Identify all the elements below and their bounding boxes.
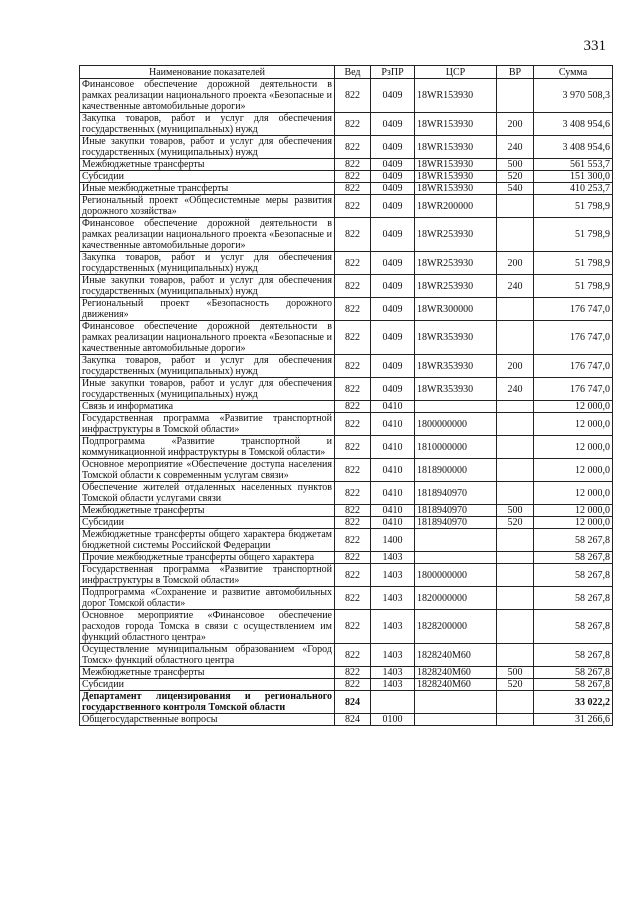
- table-row: [80, 355, 613, 378]
- cell-ved: 822: [335, 298, 371, 321]
- cell-sum: 176 747,0: [534, 321, 613, 355]
- cell-ved: 822: [335, 517, 371, 529]
- cell-csr: 1818940970: [415, 505, 497, 517]
- table-row: [80, 505, 613, 517]
- cell-name: Субсидии: [80, 517, 335, 529]
- cell-ved: 822: [335, 321, 371, 355]
- cell-name: Обеспечение жителей отдаленных населенных пунктов Томской области услугами связи: [80, 482, 335, 505]
- cell-sum: 3 408 954,6: [534, 136, 613, 159]
- cell-ved: 822: [335, 252, 371, 275]
- cell-vr: 520: [497, 171, 534, 183]
- cell-vr: [497, 529, 534, 552]
- cell-csr: 18WR153930: [415, 171, 497, 183]
- cell-ved: 822: [335, 275, 371, 298]
- cell-csr: 18WR253930: [415, 218, 497, 252]
- cell-csr: 18WR253930: [415, 275, 497, 298]
- cell-rzpr: 1403: [371, 679, 415, 691]
- cell-csr: 1828200000: [415, 610, 497, 644]
- cell-vr: [497, 587, 534, 610]
- cell-ved: 822: [335, 679, 371, 691]
- cell-vr: [497, 644, 534, 667]
- cell-rzpr: 0409: [371, 159, 415, 171]
- cell-rzpr: 0100: [371, 714, 415, 726]
- cell-name: Департамент лицензирования и регионального государственного контроля Томской области: [80, 691, 335, 714]
- cell-name: Подпрограмма «Развитие транспортной и коммуникационной инфраструктуры в Томской области»: [80, 436, 335, 459]
- cell-ved: 822: [335, 413, 371, 436]
- cell-ved: 824: [335, 714, 371, 726]
- cell-ved: 822: [335, 667, 371, 679]
- cell-ved: 822: [335, 401, 371, 413]
- cell-vr: 540: [497, 183, 534, 195]
- table-row: [80, 378, 613, 401]
- table-row: [80, 136, 613, 159]
- cell-csr: [415, 552, 497, 564]
- cell-sum: 58 267,8: [534, 610, 613, 644]
- table-row: [80, 587, 613, 610]
- column-header-rzpr: РзПР: [371, 66, 415, 79]
- cell-csr: [415, 401, 497, 413]
- cell-sum: 176 747,0: [534, 298, 613, 321]
- cell-ved: 822: [335, 113, 371, 136]
- cell-rzpr: 0409: [371, 355, 415, 378]
- cell-name: Подпрограмма «Сохранение и развитие автомобильных дорог Томской области»: [80, 587, 335, 610]
- cell-name: Финансовое обеспечение дорожной деятельности в рамках реализации национального проекта «Безопасные и качественные автомобильные дороги»: [80, 218, 335, 252]
- cell-name: Финансовое обеспечение дорожной деятельности в рамках реализации национального проекта «Безопасные и качественные автомобильные дороги»: [80, 321, 335, 355]
- cell-sum: 58 267,8: [534, 679, 613, 691]
- cell-vr: [497, 436, 534, 459]
- cell-vr: [497, 552, 534, 564]
- table-row: [80, 552, 613, 564]
- table-row: [80, 218, 613, 252]
- cell-sum: 12 000,0: [534, 482, 613, 505]
- cell-ved: 822: [335, 159, 371, 171]
- cell-csr: 18WR153930: [415, 159, 497, 171]
- cell-sum: 51 798,9: [534, 252, 613, 275]
- cell-vr: [497, 459, 534, 482]
- cell-sum: 176 747,0: [534, 378, 613, 401]
- cell-csr: 1828240М60: [415, 679, 497, 691]
- cell-csr: 1820000000: [415, 587, 497, 610]
- table-row: [80, 667, 613, 679]
- cell-csr: 1828240М60: [415, 644, 497, 667]
- cell-csr: 1818940970: [415, 517, 497, 529]
- cell-name: Иные межбюджетные трансферты: [80, 183, 335, 195]
- budget-table: [79, 65, 613, 726]
- cell-ved: 822: [335, 587, 371, 610]
- cell-name: Межбюджетные трансферты: [80, 667, 335, 679]
- cell-rzpr: 0410: [371, 517, 415, 529]
- cell-csr: [415, 529, 497, 552]
- cell-vr: [497, 321, 534, 355]
- cell-rzpr: 0409: [371, 378, 415, 401]
- cell-vr: 240: [497, 275, 534, 298]
- cell-name: Закупка товаров, работ и услуг для обеспечения государственных (муниципальных) нужд: [80, 113, 335, 136]
- cell-ved: 822: [335, 644, 371, 667]
- cell-sum: 12 000,0: [534, 413, 613, 436]
- cell-name: Региональный проект «Безопасность дорожного движения»: [80, 298, 335, 321]
- cell-vr: [497, 564, 534, 587]
- cell-csr: [415, 714, 497, 726]
- table-header-row: [80, 66, 613, 79]
- page-number: 331: [583, 38, 606, 54]
- table-row: [80, 482, 613, 505]
- cell-rzpr: 0409: [371, 195, 415, 218]
- column-header-sum: Сумма: [534, 66, 613, 79]
- cell-ved: 822: [335, 482, 371, 505]
- cell-csr: 1800000000: [415, 413, 497, 436]
- cell-ved: 822: [335, 136, 371, 159]
- cell-name: Прочие межбюджетные трансферты общего характера: [80, 552, 335, 564]
- cell-name: Субсидии: [80, 171, 335, 183]
- table-row: [80, 252, 613, 275]
- cell-rzpr: 0409: [371, 252, 415, 275]
- cell-rzpr: 0409: [371, 183, 415, 195]
- table-row: [80, 679, 613, 691]
- cell-vr: [497, 482, 534, 505]
- table-row: [80, 159, 613, 171]
- cell-name: Субсидии: [80, 679, 335, 691]
- cell-name: Связь и информатика: [80, 401, 335, 413]
- cell-vr: [497, 218, 534, 252]
- column-header-name: Наименование показателей: [80, 66, 335, 79]
- cell-csr: 18WR253930: [415, 252, 497, 275]
- cell-sum: 58 267,8: [534, 564, 613, 587]
- cell-vr: 500: [497, 667, 534, 679]
- cell-vr: [497, 413, 534, 436]
- table-row: [80, 517, 613, 529]
- cell-sum: 12 000,0: [534, 436, 613, 459]
- cell-rzpr: 0409: [371, 218, 415, 252]
- cell-name: Межбюджетные трансферты общего характера бюджетам бюджетной системы Российской Федерации: [80, 529, 335, 552]
- cell-sum: 51 798,9: [534, 195, 613, 218]
- cell-sum: 51 798,9: [534, 218, 613, 252]
- cell-vr: 500: [497, 159, 534, 171]
- cell-name: Иные закупки товаров, работ и услуг для обеспечения государственных (муниципальных) нужд: [80, 136, 335, 159]
- cell-name: Основное мероприятие «Финансовое обеспечение расходов города Томска в связи с осуществлением им функций областного центра»: [80, 610, 335, 644]
- cell-name: Государственная программа «Развитие транспортной инфраструктуры в Томской области»: [80, 564, 335, 587]
- cell-rzpr: 0410: [371, 436, 415, 459]
- cell-rzpr: 0410: [371, 482, 415, 505]
- cell-vr: [497, 610, 534, 644]
- cell-csr: 1800000000: [415, 564, 497, 587]
- cell-csr: 18WR353930: [415, 321, 497, 355]
- cell-sum: 12 000,0: [534, 517, 613, 529]
- cell-rzpr: 1403: [371, 552, 415, 564]
- cell-csr: 18WR153930: [415, 183, 497, 195]
- table-row: [80, 459, 613, 482]
- cell-name: Основное мероприятие «Обеспечение доступа населения Томской области к современным услугам связи»: [80, 459, 335, 482]
- cell-name: Общегосударственные вопросы: [80, 714, 335, 726]
- cell-rzpr: 0410: [371, 401, 415, 413]
- cell-name: Финансовое обеспечение дорожной деятельности в рамках реализации национального проекта «Безопасные и качественные автомобильные дороги»: [80, 79, 335, 113]
- table-row: [80, 79, 613, 113]
- cell-sum: 3 408 954,6: [534, 113, 613, 136]
- cell-sum: 12 000,0: [534, 505, 613, 517]
- cell-vr: [497, 691, 534, 714]
- cell-sum: 12 000,0: [534, 401, 613, 413]
- cell-rzpr: 0410: [371, 459, 415, 482]
- table-row: [80, 413, 613, 436]
- cell-sum: 12 000,0: [534, 459, 613, 482]
- cell-ved: 822: [335, 610, 371, 644]
- cell-csr: 1818900000: [415, 459, 497, 482]
- cell-vr: 520: [497, 679, 534, 691]
- cell-vr: 500: [497, 505, 534, 517]
- cell-vr: [497, 195, 534, 218]
- cell-rzpr: 0409: [371, 321, 415, 355]
- cell-rzpr: 1403: [371, 610, 415, 644]
- cell-csr: 1818940970: [415, 482, 497, 505]
- cell-sum: 51 798,9: [534, 275, 613, 298]
- table-row: [80, 275, 613, 298]
- table-row: [80, 691, 613, 714]
- cell-vr: 200: [497, 113, 534, 136]
- cell-csr: 1810000000: [415, 436, 497, 459]
- cell-ved: 822: [335, 459, 371, 482]
- cell-csr: 18WR153930: [415, 113, 497, 136]
- cell-rzpr: 1403: [371, 587, 415, 610]
- table-row: [80, 171, 613, 183]
- cell-name: Закупка товаров, работ и услуг для обеспечения государственных (муниципальных) нужд: [80, 355, 335, 378]
- cell-vr: [497, 79, 534, 113]
- cell-sum: 58 267,8: [534, 529, 613, 552]
- cell-ved: 822: [335, 564, 371, 587]
- cell-vr: 200: [497, 355, 534, 378]
- cell-ved: 822: [335, 171, 371, 183]
- cell-rzpr: 0409: [371, 113, 415, 136]
- cell-ved: 822: [335, 79, 371, 113]
- table-row: [80, 113, 613, 136]
- cell-sum: 3 970 508,3: [534, 79, 613, 113]
- cell-rzpr: 1403: [371, 667, 415, 679]
- cell-sum: 58 267,8: [534, 667, 613, 679]
- cell-sum: 176 747,0: [534, 355, 613, 378]
- cell-rzpr: 0409: [371, 171, 415, 183]
- cell-sum: 58 267,8: [534, 644, 613, 667]
- cell-ved: 822: [335, 355, 371, 378]
- cell-rzpr: 0409: [371, 298, 415, 321]
- cell-ved: 822: [335, 552, 371, 564]
- cell-vr: 200: [497, 252, 534, 275]
- cell-csr: 18WR153930: [415, 79, 497, 113]
- cell-rzpr: 0409: [371, 136, 415, 159]
- table-row: [80, 436, 613, 459]
- cell-rzpr: 1403: [371, 564, 415, 587]
- cell-vr: [497, 714, 534, 726]
- table-row: [80, 529, 613, 552]
- cell-vr: 240: [497, 136, 534, 159]
- table-row: [80, 564, 613, 587]
- table-body: [80, 79, 613, 726]
- cell-ved: 822: [335, 183, 371, 195]
- cell-csr: 1828240М60: [415, 667, 497, 679]
- table-row: [80, 644, 613, 667]
- cell-vr: 520: [497, 517, 534, 529]
- cell-name: Иные закупки товаров, работ и услуг для обеспечения государственных (муниципальных) нужд: [80, 275, 335, 298]
- cell-vr: [497, 401, 534, 413]
- cell-name: Региональный проект «Общесистемные меры развития дорожного хозяйства»: [80, 195, 335, 218]
- cell-name: Межбюджетные трансферты: [80, 505, 335, 517]
- cell-name: Межбюджетные трансферты: [80, 159, 335, 171]
- cell-csr: 18WR200000: [415, 195, 497, 218]
- cell-rzpr: 0409: [371, 79, 415, 113]
- cell-sum: 58 267,8: [534, 552, 613, 564]
- cell-ved: 822: [335, 436, 371, 459]
- cell-csr: 18WR300000: [415, 298, 497, 321]
- cell-name: Иные закупки товаров, работ и услуг для обеспечения государственных (муниципальных) нужд: [80, 378, 335, 401]
- table-row: [80, 298, 613, 321]
- cell-sum: 33 022,2: [534, 691, 613, 714]
- cell-sum: 58 267,8: [534, 587, 613, 610]
- column-header-vr: ВР: [497, 66, 534, 79]
- cell-csr: 18WR353930: [415, 355, 497, 378]
- cell-sum: 561 553,7: [534, 159, 613, 171]
- table-row: [80, 183, 613, 195]
- table-row: [80, 195, 613, 218]
- cell-name: Осуществление муниципальным образованием «Город Томск» функций областного центра: [80, 644, 335, 667]
- cell-rzpr: 0410: [371, 505, 415, 517]
- cell-ved: 822: [335, 529, 371, 552]
- cell-sum: 151 300,0: [534, 171, 613, 183]
- cell-rzpr: 0409: [371, 275, 415, 298]
- cell-ved: 822: [335, 195, 371, 218]
- cell-sum: 410 253,7: [534, 183, 613, 195]
- cell-sum: 31 266,6: [534, 714, 613, 726]
- cell-rzpr: 1403: [371, 644, 415, 667]
- cell-rzpr: 0410: [371, 413, 415, 436]
- table-row: [80, 610, 613, 644]
- table-row: [80, 401, 613, 413]
- cell-ved: 822: [335, 218, 371, 252]
- cell-ved: 824: [335, 691, 371, 714]
- column-header-csr: ЦСР: [415, 66, 497, 79]
- cell-csr: [415, 691, 497, 714]
- table-row: [80, 321, 613, 355]
- table-row: [80, 714, 613, 726]
- cell-name: Государственная программа «Развитие транспортной инфраструктуры в Томской области»: [80, 413, 335, 436]
- cell-csr: 18WR353930: [415, 378, 497, 401]
- cell-vr: 240: [497, 378, 534, 401]
- column-header-ved: Вед: [335, 66, 371, 79]
- cell-vr: [497, 298, 534, 321]
- cell-csr: 18WR153930: [415, 136, 497, 159]
- cell-rzpr: 1400: [371, 529, 415, 552]
- cell-name: Закупка товаров, работ и услуг для обеспечения государственных (муниципальных) нужд: [80, 252, 335, 275]
- cell-ved: 822: [335, 505, 371, 517]
- cell-rzpr: [371, 691, 415, 714]
- cell-ved: 822: [335, 378, 371, 401]
